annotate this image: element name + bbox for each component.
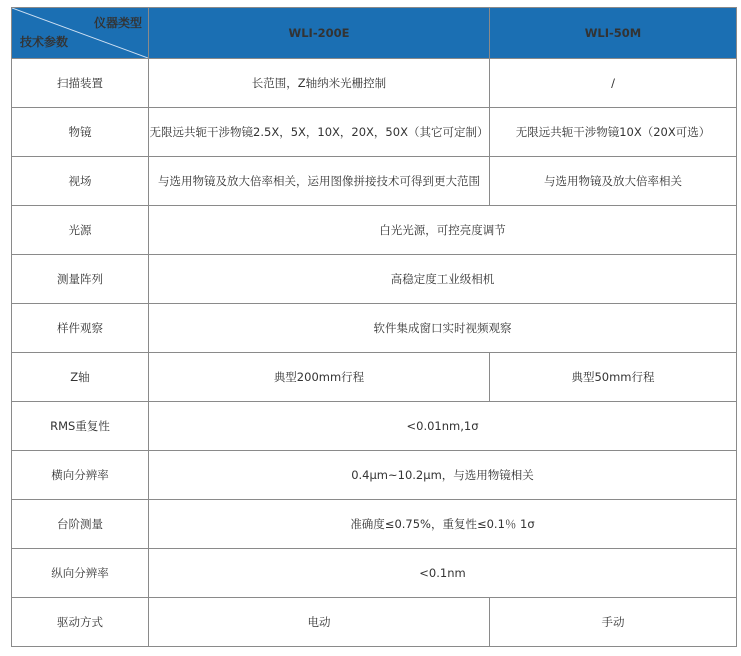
param-name-cell: RMS重复性	[12, 402, 149, 451]
header-row	[12, 8, 737, 59]
param-name-cell: 视场	[12, 157, 149, 206]
tech-params-label: 技术参数	[20, 35, 69, 49]
instrument-type-label: 仪器类型	[93, 16, 142, 30]
param-name-cell: Z轴	[12, 353, 149, 402]
table-row	[12, 549, 737, 598]
param-name-cell: 光源	[12, 206, 149, 255]
model-b-value-cell: 与选用物镜及放大倍率相关	[490, 157, 737, 206]
model-a-value-cell: 典型200mm行程	[149, 353, 490, 402]
param-name-cell: 横向分辨率	[12, 451, 149, 500]
model-a-value-cell: 与选用物镜及放大倍率相关，运用图像拼接技术可得到更大范围	[149, 157, 490, 206]
model-b-value-cell: 手动	[490, 598, 737, 647]
table-row	[12, 108, 737, 157]
table-row	[12, 59, 737, 108]
table-row	[12, 451, 737, 500]
model-b-header: WLI-50M	[490, 8, 737, 59]
table-row	[12, 304, 737, 353]
spec-table	[11, 7, 737, 647]
shared-value-cell: <0.1nm	[149, 549, 737, 598]
model-b-value-cell: /	[490, 59, 737, 108]
model-b-value-cell: 典型50mm行程	[490, 353, 737, 402]
table-row	[12, 353, 737, 402]
table-row	[12, 157, 737, 206]
corner-header-cell	[12, 8, 149, 59]
table-row	[12, 206, 737, 255]
param-name-cell: 驱动方式	[12, 598, 149, 647]
table-row	[12, 598, 737, 647]
param-name-cell: 物镜	[12, 108, 149, 157]
model-a-value-cell: 无限远共轭干涉物镜2.5X，5X，10X，20X，50X（其它可定制）	[149, 108, 490, 157]
shared-value-cell: 高稳定度工业级相机	[149, 255, 737, 304]
model-a-header: WLI-200E	[149, 8, 490, 59]
table-row	[12, 402, 737, 451]
shared-value-cell: 准确度≤0.75%，重复性≤0.1％ 1σ	[149, 500, 737, 549]
shared-value-cell: 0.4μm~10.2μm，与选用物镜相关	[149, 451, 737, 500]
table-row	[12, 500, 737, 549]
shared-value-cell: 软件集成窗口实时视频观察	[149, 304, 737, 353]
param-name-cell: 样件观察	[12, 304, 149, 353]
table-row	[12, 255, 737, 304]
shared-value-cell: <0.01nm,1σ	[149, 402, 737, 451]
param-name-cell: 扫描装置	[12, 59, 149, 108]
model-a-value-cell: 长范围，Z轴纳米光栅控制	[149, 59, 490, 108]
param-name-cell: 纵向分辨率	[12, 549, 149, 598]
param-name-cell: 台阶测量	[12, 500, 149, 549]
shared-value-cell: 白光光源，可控亮度调节	[149, 206, 737, 255]
model-a-value-cell: 电动	[149, 598, 490, 647]
model-b-value-cell: 无限远共轭干涉物镜10X（20X可选）	[490, 108, 737, 157]
param-name-cell: 测量阵列	[12, 255, 149, 304]
